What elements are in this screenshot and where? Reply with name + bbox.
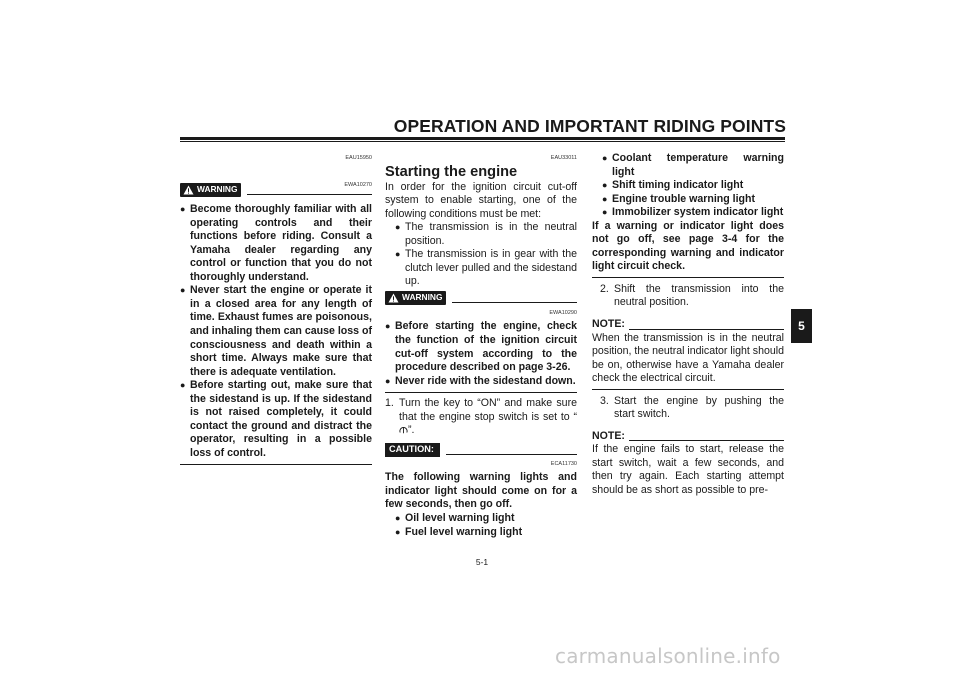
chapter-tab: 5 [791, 309, 812, 343]
note-header: NOTE: [592, 318, 784, 332]
caution-text: The following warning lights and indicator light should come on for a few seconds, then go off. [385, 471, 577, 511]
bullet-icon: ● [180, 204, 186, 215]
caution-end-rule [592, 277, 784, 278]
watermark: carmanualsonline.info [555, 644, 781, 668]
bullet-icon: ● [385, 375, 391, 386]
bullet-icon: ● [395, 249, 401, 260]
warning-bullets [385, 320, 577, 388]
note-text: If the engine fails to start, release the start switch, wait a few seconds, and then try again. Each starting attempt should be as short as possible to pre- [592, 443, 784, 497]
warning-end-rule [385, 392, 577, 393]
warning-end-rule [180, 464, 372, 465]
caution-header [385, 443, 577, 457]
bullet-icon: ● [395, 222, 401, 233]
page-number: 5-1 [475, 557, 489, 567]
list-item: ● Coolant temperature warning light [602, 152, 784, 178]
doc-code: EWA10270 [344, 181, 372, 188]
warning-light-list [592, 152, 784, 220]
engine-run-icon [399, 425, 408, 434]
caution-label: CAUTION: [385, 443, 440, 457]
list-item: ● The transmission is in the neutral position. [395, 221, 577, 247]
list-item: ● The transmission is in gear with the clutch lever pulled and the sidestand up. [395, 248, 577, 288]
list-item: ● Become thoroughly familiar with all operating controls and their functions before riding. Consult a Yamaha dealer regarding any control or function that you do not thoroughly understand. [180, 203, 372, 283]
list-item: ● Before starting out, make sure that the sidestand is up. If the sidestand is not raised completely, it could contact the ground and distract the operator, resulting in a possible loss of control. [180, 379, 372, 459]
list-item: ● Fuel level warning light [395, 525, 523, 538]
bullet-icon: ● [602, 193, 608, 204]
list-item: ● Never start the engine or operate it in a closed area for any length of time. Exhaust fumes are poisonous, and inhaling them can cause loss of consciousness and death within a short time. Always make sure that there is adequate ventilation. [180, 284, 372, 378]
step-item: 1. Turn the key to “ON” and make sure that the engine stop switch is set to “”. [385, 397, 577, 437]
step-item: 2. Shift the transmission into the neutral position. [600, 282, 784, 309]
doc-code: EAU15950 [345, 155, 372, 161]
doc-code: EWA10290 [549, 309, 577, 316]
note-text: When the transmission is in the neutral position, the neutral indicator light should be on, otherwise have a Yamaha dealer check the electrical circuit. [592, 331, 784, 385]
doc-code: ECA11730 [550, 460, 577, 467]
bullet-icon: ● [602, 207, 608, 218]
note-header: NOTE: [592, 430, 784, 444]
page-title: OPERATION AND IMPORTANT RIDING POINTS [393, 116, 786, 136]
bullet-icon: ● [602, 180, 608, 191]
bullet-icon: ● [395, 513, 401, 524]
list-item: ● Engine trouble warning light [602, 192, 756, 205]
intro-text: In order for the ignition circuit cut-off system to enable starting, one of the following conditions must be met: [385, 180, 577, 220]
step-item: 3. Start the engine by pushing the start switch. [600, 394, 784, 421]
doc-code: EAU33011 [550, 155, 577, 161]
column-3 [592, 152, 784, 498]
warning-label: WARNING [385, 291, 446, 305]
warning-light-list [385, 512, 577, 539]
warning-triangle-icon [388, 293, 399, 303]
column-2 [385, 152, 577, 539]
warning-bullets [180, 203, 372, 460]
list-item: ● Before starting the engine, check the function of the ignition circuit cut-off system according to the procedure described on page 3-26. [385, 320, 577, 374]
list-item: ● Oil level warning light [395, 512, 515, 525]
title-rule [180, 137, 785, 140]
note-end-rule [592, 389, 784, 390]
section-heading: Starting the engine [385, 163, 518, 180]
warning-label: WARNING [180, 183, 241, 197]
list-item: ● Immobilizer system indicator light [602, 206, 784, 219]
bullet-icon: ● [180, 285, 186, 296]
caution-conclusion: If a warning or indicator light does not go off, see page 3-4 for the corresponding warning and indicator light circuit check. [592, 219, 784, 273]
title-rule-thin [180, 141, 785, 142]
bullet-icon: ● [180, 380, 186, 391]
list-item: ● Shift timing indicator light [602, 179, 744, 192]
list-item: ● Never ride with the sidestand down. [385, 374, 576, 387]
bullet-icon: ● [385, 321, 391, 332]
bullet-icon: ● [602, 153, 608, 163]
column-1 [180, 152, 372, 465]
warning-triangle-icon [183, 185, 194, 195]
warning-header [385, 291, 577, 305]
bullet-icon: ● [395, 526, 401, 537]
